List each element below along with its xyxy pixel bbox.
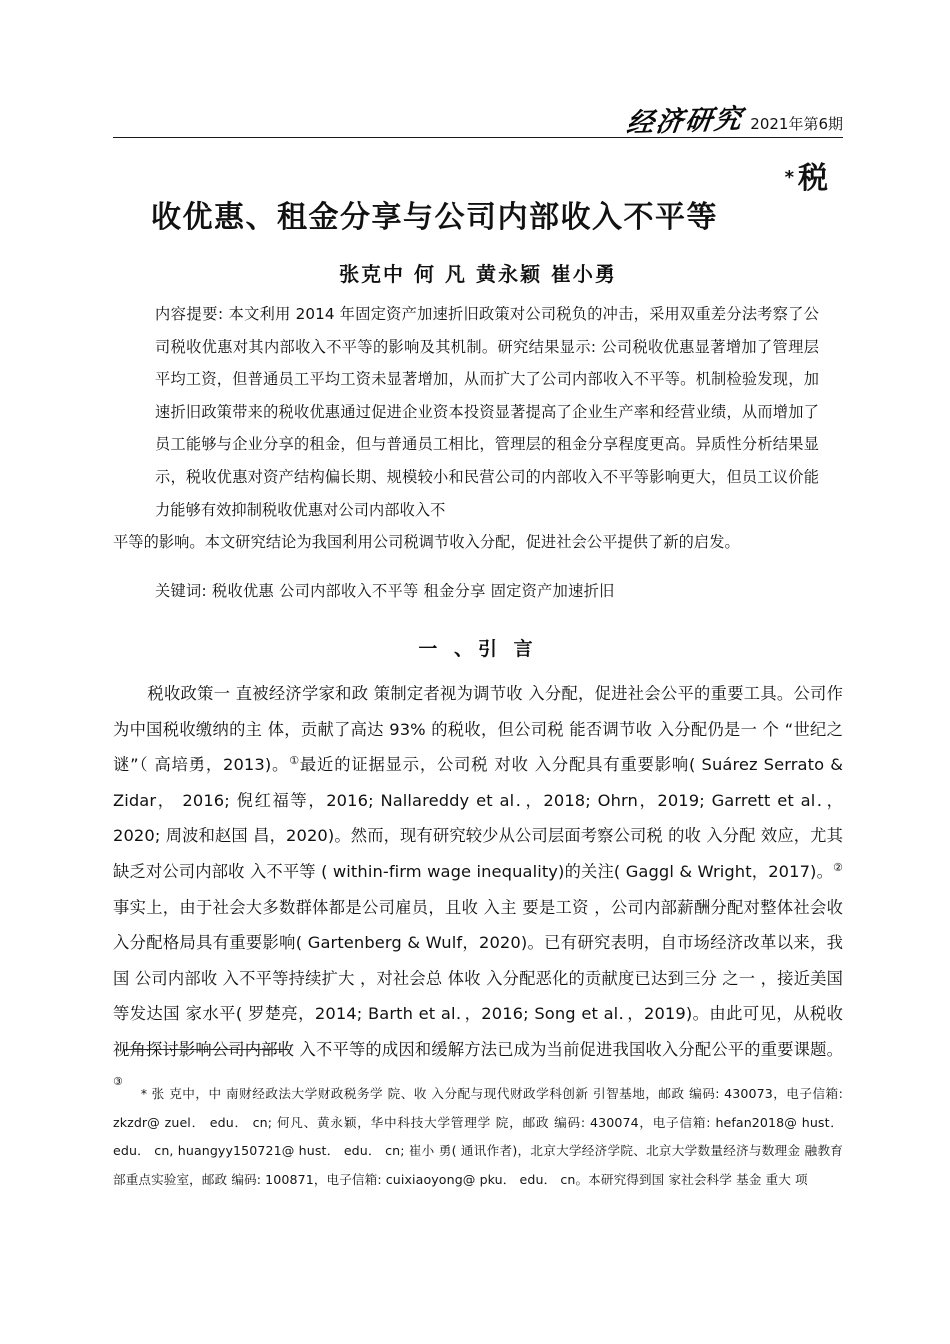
footnote-ref-1[interactable]: ① <box>289 754 300 768</box>
title-text-first: 税 <box>798 161 829 196</box>
paragraph-1-part-c: 事实上，由于社会大多数群体都是公司雇员，且收 入主 要是工资 ，公司内部薪酬分配对整体社会收入分配格局具有重要影响( Gartenberg & Wulf，2020)。已有研究表明，自市场经济改革以来，我国 公司内部收 入不平等持续扩大 ，对社会总 体收 入分配恶化的贡献度已达到三分 之一 ，接近美国 等发达国 家水平( 罗楚亮，2014; Barth et al．，2016; Song et al．，2019)。由此可见，从税收视角探讨影响公司内部收 入不平等的成因和缓解方法已成为当前促进我国收入分配公平的重要课题。 <box>113 897 843 1059</box>
abstract-text: 本文利用 2014 年固定资产加速折旧政策对公司税负的冲击，采用双重差分法考察了公司税收优惠对其内部收入不平等的影响及其机制。研究结果显示: 公司税收优惠显著增加了管理层平均工资，但普通员工平均工资未显著增加，从而扩大了公司内部收入不平等。机制检验发现，加速折旧政策带来的税收优惠通过促进企业资本投资显著提高了企业生产率和经营业绩，从而增加了员工能够与企业分享的租金，但与普通员工相比，管理层的租金分享程度更高。异质性分析结果显示，税收优惠对资产结构偏长期、规模较小和民营公司的内部收入不平等影响更大，但员工议价能力能够有效抑制税收优惠对公司内部收入不 <box>155 305 819 519</box>
abstract-block <box>113 298 843 605</box>
journal-masthead: 经济研究 <box>625 103 746 140</box>
issue-label: 2021年第6期 <box>750 115 843 133</box>
paragraph-1 <box>113 676 843 1103</box>
title-footnote-marker: * <box>784 167 795 188</box>
keywords-text: 税收优惠 公司内部收入不平等 租金分享 固定资产加速折旧 <box>206 581 615 600</box>
body-text <box>113 676 843 1103</box>
author-list: 张克中 何 凡 黄永颖 崔小勇 <box>339 262 617 286</box>
section-heading-introduction: 一 、引 言 <box>418 638 538 660</box>
footnote-text: * 张 克中，中 南财经政法大学财政税务学 院、收 入分配与现代财政学科创新 引智基地，邮政 编码: 430073，电子信箱: zkzdr@ zuel． edu． cn; 何凡、黄永颖，华中科技大学管理学 院，邮政 编码: 430074，电子信箱: hefan2018@ hust． edu． cn, huangyy150721@ hust． edu． cn; 崔小 勇( 通讯作者)，北京大学经济学院、北京大学数量经济与数理金 融教育部重点实验室，邮政 编码: 100871，电子信箱: cuixiaoyong@ pku． edu． cn。本研究得到国 家社会科学 基金 重大 项 <box>113 1086 843 1187</box>
abstract-label: 内容提要: <box>155 305 224 323</box>
abstract-tail: 平等的影响。本文研究结论为我国利用公司税调节收入分配，促进社会公平提供了新的启发。 <box>113 533 740 552</box>
footnote-separator-rule <box>123 1049 289 1050</box>
footnote-ref-3[interactable]: ③ <box>113 1074 123 1088</box>
paragraph-1-part-a: 税收政策一 直被经济学家和政 策制定者视为调节收 入分配，促进社会公平的重要工具。公司作为中国税收缴纳的主 体，贡献了高达 93% 的税收，但公司税 能否调节收 入分配仍是一 个 “世纪之谜”（ 高培勇，2013)。 <box>113 684 843 775</box>
footnote-ref-2[interactable]: ② <box>833 860 843 874</box>
article-title <box>113 160 843 237</box>
running-head <box>113 96 843 138</box>
keywords-label: 关键词: <box>155 581 207 600</box>
footnote-block <box>113 1080 843 1194</box>
abstract-body <box>113 298 843 526</box>
title-line-second: 收优惠、租金分享与公司内部收入不平等 <box>151 199 718 235</box>
paragraph-1-part-b: 最近的证据显示，公司税 对收 入分配具有重要影响( Suárez Serrato & Zidar， 2016; 倪红福等，2016; Nallareddy et al．，2018; Ohrn，2019; Garrett et al．，2020; 周波和赵国 昌，2020)。然而，现有研究较少从公司层面考察公司税 的收 入分配 效应，尤其缺乏对公司内部收 入不平等 ( within-firm wage inequality)的关注( Gaggl & Wright，2017)。 <box>113 755 843 881</box>
title-line-first <box>113 160 843 198</box>
keywords-block <box>113 577 843 605</box>
